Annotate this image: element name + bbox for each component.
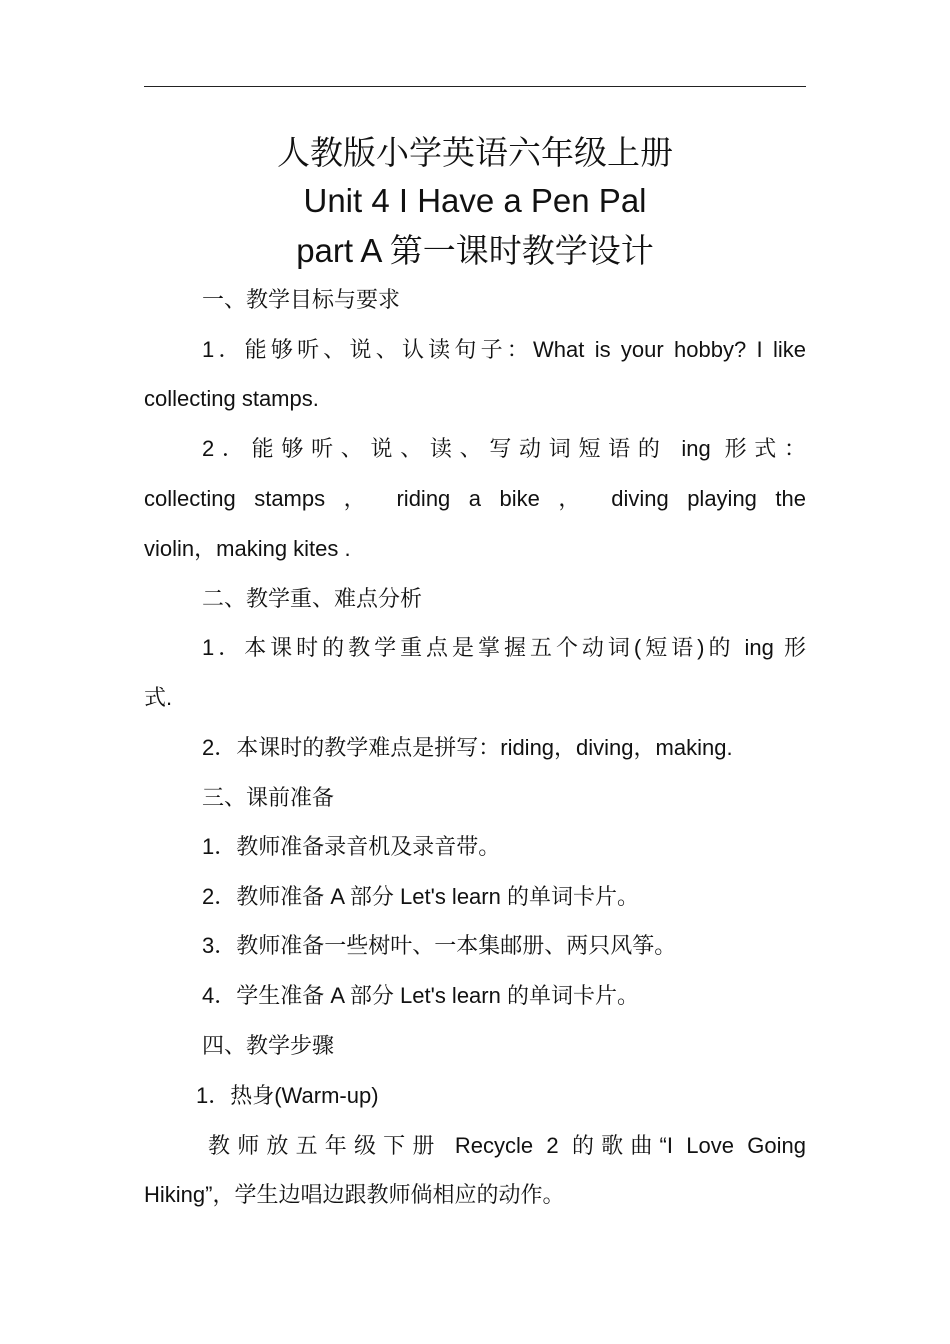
key-point-1-line-1: 1．本课时的教学重点是掌握五个动词(短语)的 ing 形 bbox=[202, 635, 806, 660]
step-1-text-line-1: 教师放五年级下册 Recycle 2 的歌曲“I Love Going bbox=[208, 1133, 806, 1158]
step-1-heading: 1．热身(Warm-up) bbox=[196, 1083, 379, 1108]
key-point-1-line-2: 式. bbox=[144, 685, 173, 710]
key-point-2: 2．本课时的教学难点是拼写：riding，diving，making. bbox=[202, 735, 733, 760]
preparation-item-4: 4．学生准备 A 部分 Let's learn 的单词卡片。 bbox=[202, 983, 639, 1008]
objective-1-line-2: collecting stamps. bbox=[144, 386, 319, 411]
document-title: 人教版小学英语六年级上册 bbox=[277, 134, 673, 171]
step-1-text-line-2: Hiking”，学生边唱边跟教师倘相应的动作。 bbox=[144, 1182, 565, 1207]
objective-1-line-1: 1．能够听、说、认读句子：What is your hobby? I like bbox=[202, 337, 806, 362]
preparation-item-3: 3．教师准备一些树叶、一本集邮册、两只风筝。 bbox=[202, 933, 677, 958]
document-lesson-title: part A 第一课时教学设计 bbox=[296, 232, 654, 269]
section-heading-steps: 四、教学步骤 bbox=[202, 1033, 335, 1058]
objective-2-line-2: collecting stamps ， riding a bike ， diving playing the bbox=[144, 486, 806, 511]
preparation-item-1: 1．教师准备录音机及录音带。 bbox=[202, 834, 501, 859]
header-rule bbox=[144, 86, 806, 87]
preparation-item-2: 2．教师准备 A 部分 Let's learn 的单词卡片。 bbox=[202, 884, 639, 909]
section-heading-key-points: 二、教学重、难点分析 bbox=[202, 586, 423, 611]
document-unit-title: Unit 4 I Have a Pen Pal bbox=[303, 182, 647, 219]
section-heading-preparation: 三、课前准备 bbox=[202, 785, 335, 810]
objective-2-line-3: violin，making kites . bbox=[144, 536, 351, 561]
objective-2-line-1: 2．能够听、说、读、写动词短语的 ing 形式： bbox=[202, 436, 806, 461]
section-heading-objectives: 一、教学目标与要求 bbox=[202, 287, 401, 312]
